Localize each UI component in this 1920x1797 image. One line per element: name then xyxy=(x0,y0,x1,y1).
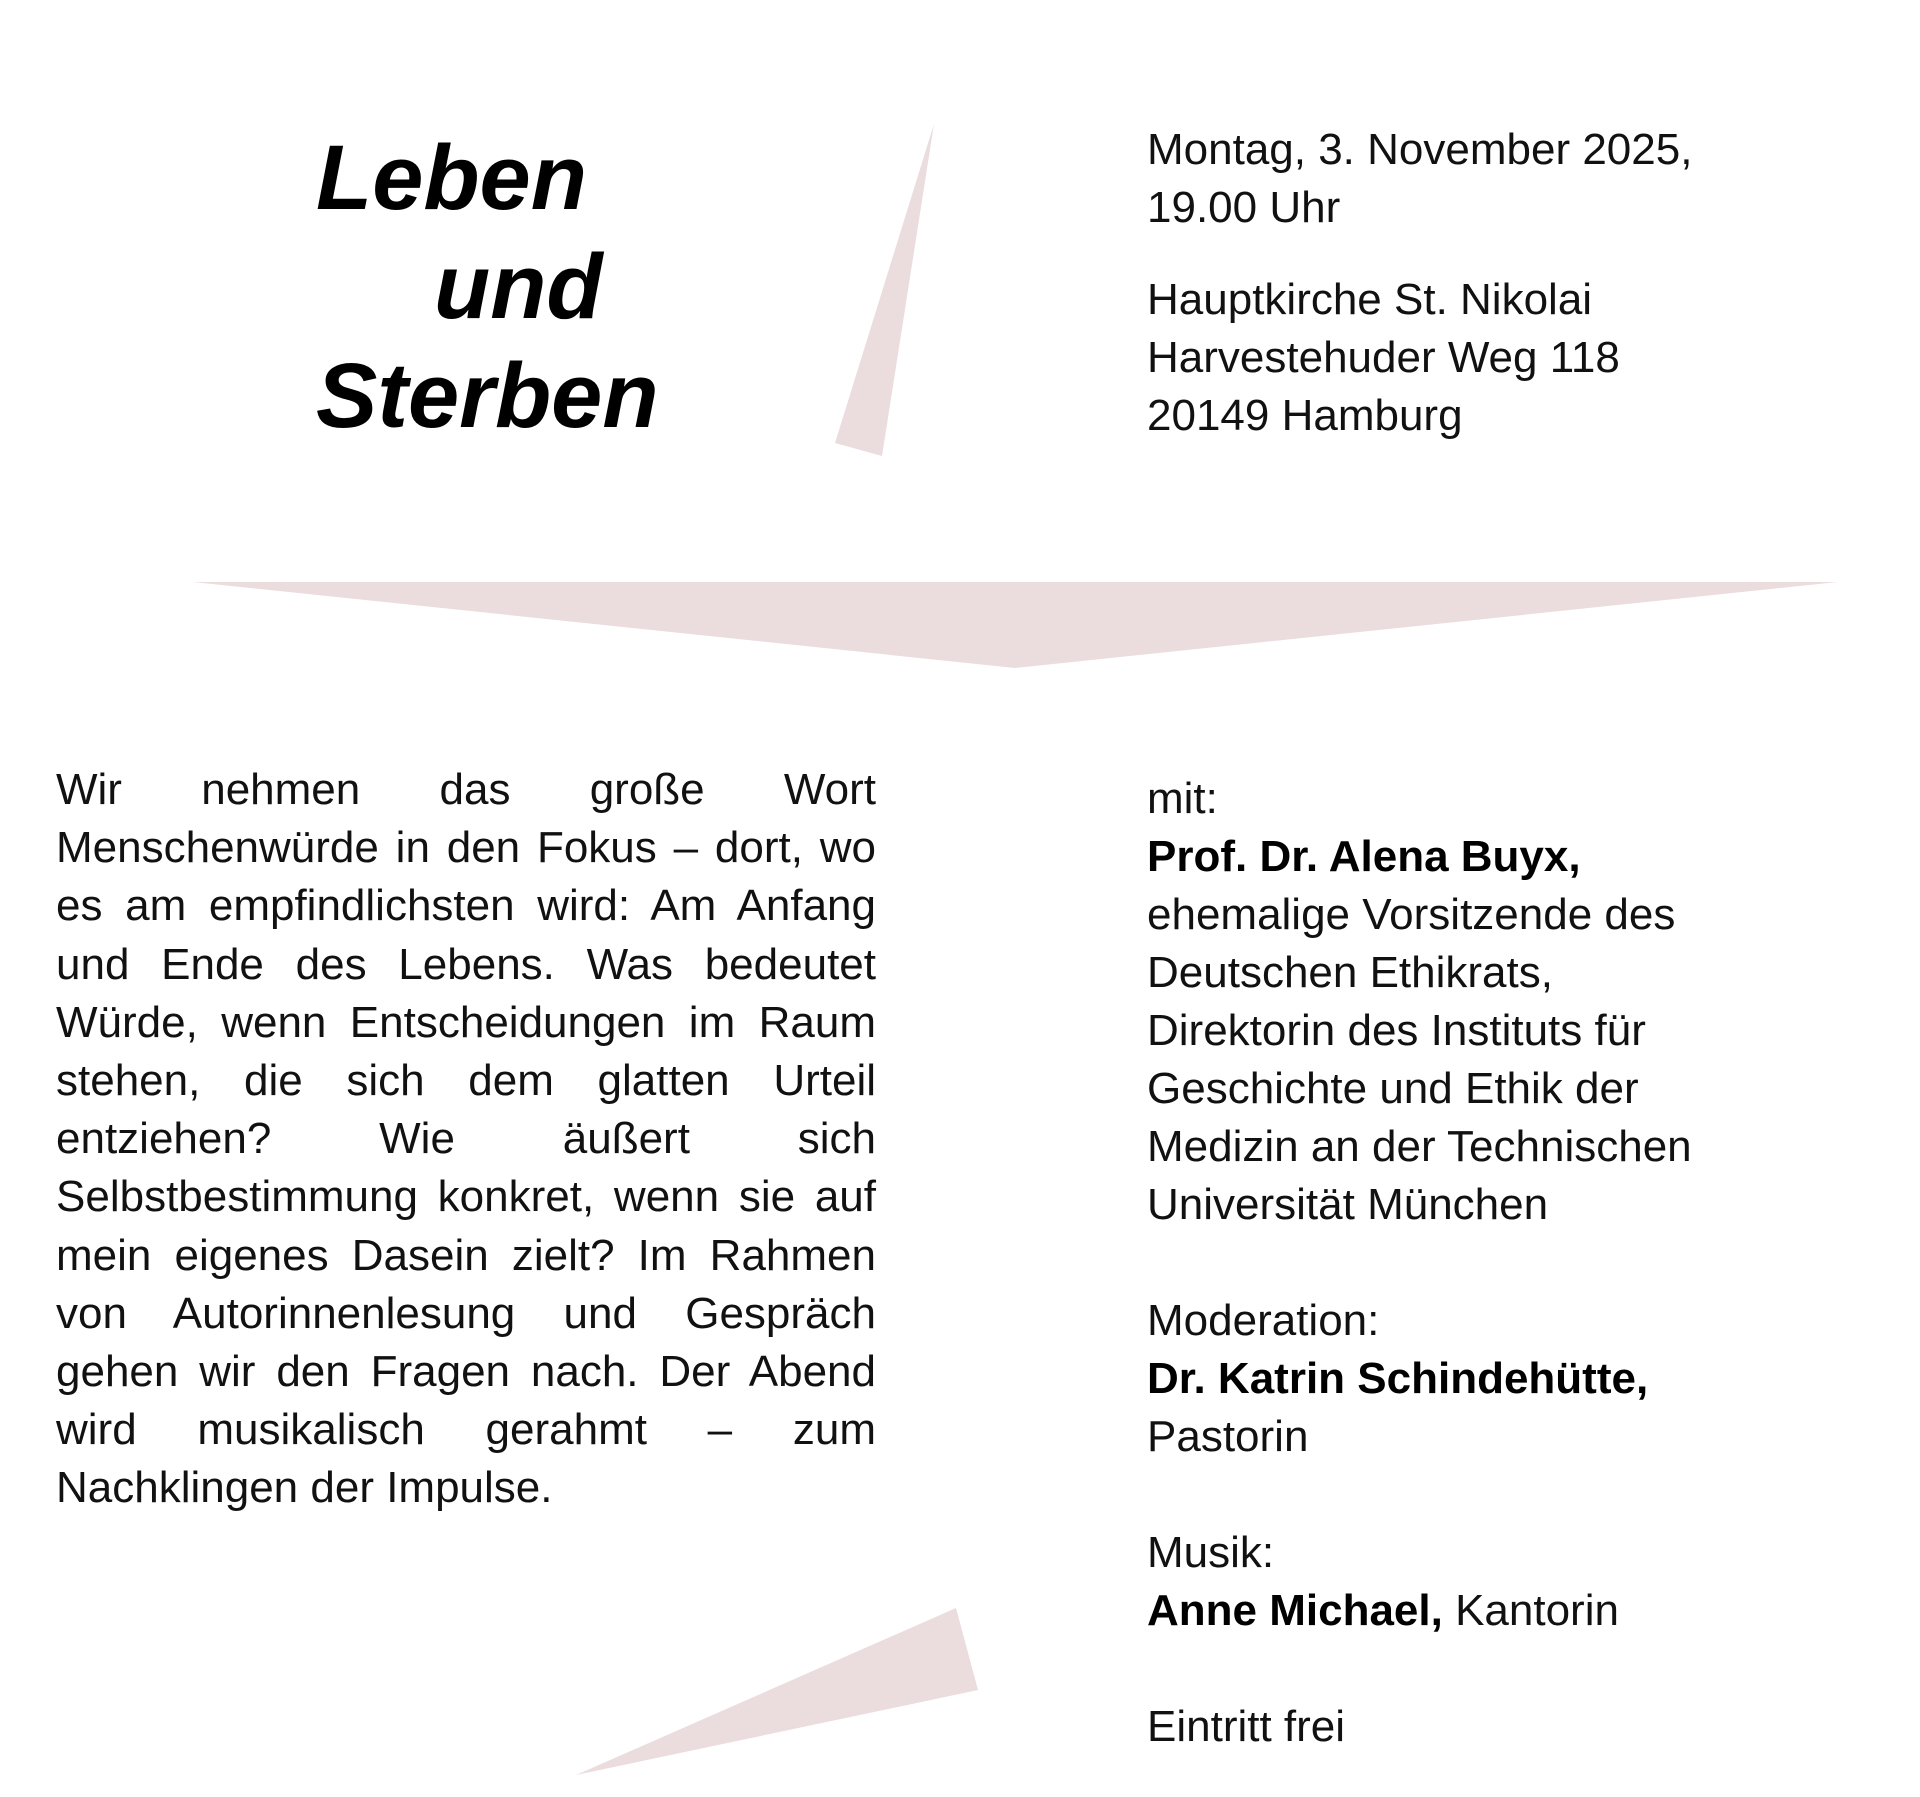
musician-name: Anne Michael, xyxy=(1147,1586,1443,1635)
participants xyxy=(1147,770,1692,1756)
event-datetime xyxy=(1147,121,1692,237)
admission-block xyxy=(1147,1698,1692,1756)
guest-role-line: Deutschen Ethikrats, xyxy=(1147,948,1553,997)
venue-street: Harvestehuder Weg 118 xyxy=(1147,333,1620,382)
event-description: Wir nehmen das große Wort Menschenwürde in den Fokus – dort, wo es am empfindlichsten wird: Am Anfang und Ende des Lebens. Was bedeutet Würde, wenn Entscheidungen im Raum stehen, die sich dem glatten Urteil entziehen? Wie äußert sich Selbstbestimmung konkret, wenn sie auf mein eigenes Dasein zielt? Im Rahmen von Autorinnenlesung und Gespräch gehen wir den Fragen nach. Der Abend wird musikalisch gerahmt – zum Nachklingen der Impulse. xyxy=(56,765,876,1513)
guest-role-line: Medizin an der Technischen xyxy=(1147,1122,1692,1171)
guest-name: Prof. Dr. Alena Buyx, xyxy=(1147,832,1581,881)
guest-role-line: Universität München xyxy=(1147,1180,1549,1229)
music-label: Musik: xyxy=(1147,1528,1275,1577)
musician-role: Kantorin xyxy=(1442,1586,1619,1635)
venue-name: Hauptkirche St. Nikolai xyxy=(1147,275,1593,324)
bottom-wedge-shape xyxy=(576,1608,978,1775)
admission-note: Eintritt frei xyxy=(1147,1702,1346,1751)
event-date: Montag, 3. November 2025, xyxy=(1147,125,1693,174)
title-line-und: und xyxy=(434,236,603,338)
center-arrow-shape xyxy=(193,582,1838,668)
title-line-sterben: Sterben xyxy=(316,345,659,447)
moderator-name: Dr. Katrin Schindehütte, xyxy=(1147,1354,1649,1403)
musician-line xyxy=(1147,1582,1692,1640)
guest-role-line: Direktorin des Instituts für xyxy=(1147,1006,1646,1055)
moderator-role: Pastorin xyxy=(1147,1412,1309,1461)
guest-role-line: Geschichte und Ethik der xyxy=(1147,1064,1639,1113)
venue-city: 20149 Hamburg xyxy=(1147,391,1463,440)
guest-block xyxy=(1147,770,1692,1234)
title-line-leben: Leben xyxy=(316,127,587,229)
guest-role-line: ehemalige Vorsitzende des xyxy=(1147,890,1676,939)
music-block xyxy=(1147,1524,1692,1640)
event-time: 19.00 Uhr xyxy=(1147,183,1341,232)
moderation-block xyxy=(1147,1292,1692,1466)
moderation-label: Moderation: xyxy=(1147,1296,1380,1345)
event-venue xyxy=(1147,271,1620,445)
top-wedge-shape xyxy=(835,124,934,456)
guest-label: mit: xyxy=(1147,774,1218,823)
